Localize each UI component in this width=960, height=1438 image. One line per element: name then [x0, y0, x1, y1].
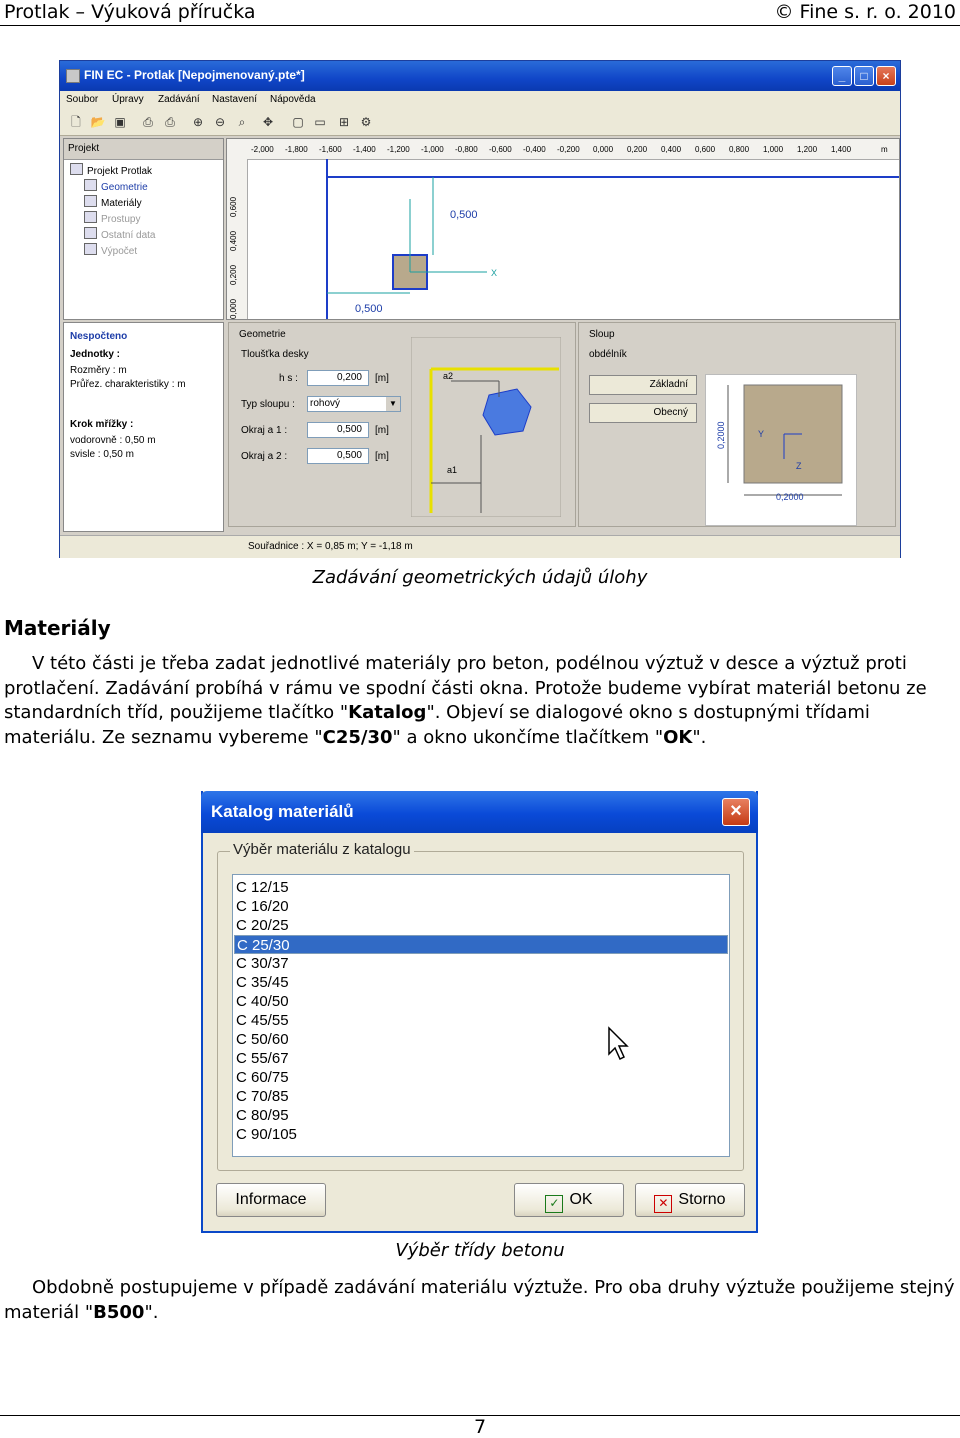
general-shape-label: Obecný [653, 407, 688, 418]
app-statusbar [60, 535, 900, 558]
mouse-cursor-icon [607, 1026, 629, 1062]
katalog-term: Katalog [348, 702, 427, 723]
ruler-x-tick: 0,400 [661, 145, 682, 154]
app-icon [66, 69, 80, 83]
ruler-x-tick: 1,000 [763, 145, 784, 154]
column-preview [705, 374, 857, 526]
ruler-x-tick: -1,800 [285, 145, 308, 154]
para-text: " a okno ukončíme tlačítkem " [392, 726, 664, 748]
zoom-out-icon[interactable]: ⊖ [214, 115, 226, 129]
catalog-dialog [201, 791, 758, 1233]
list-item[interactable]: C 30/37 [236, 955, 289, 972]
ok-button[interactable] [514, 1183, 624, 1217]
header-rule [0, 25, 960, 26]
ruler-x-tick: 0,800 [729, 145, 750, 154]
save-icon[interactable]: ▣ [114, 115, 126, 129]
para-text: ". Objeví se dialogové okno s dostupnými třídami materiálu. Ze seznamu vybereme " [4, 702, 870, 748]
ruler-x-tick: 1,200 [797, 145, 818, 154]
basic-shape-button[interactable] [589, 375, 697, 395]
a2-label: Okraj a 2 : [241, 451, 288, 462]
column-section-sketch [706, 375, 856, 525]
check-icon: ✓ [545, 1195, 563, 1213]
ruler-x-tick: -0,800 [455, 145, 478, 154]
general-shape-button[interactable] [589, 403, 697, 423]
ruler-horizontal [227, 139, 899, 160]
ruler-x-tick: -0,200 [557, 145, 580, 154]
grid-vertical: svisle : 0,50 m [70, 449, 134, 460]
hs-input[interactable]: 0,200 [307, 370, 369, 386]
a2-unit: [m] [375, 451, 389, 462]
list-item[interactable]: C 60/75 [236, 1069, 289, 1086]
axis-x-label: X [491, 268, 498, 278]
geometry-title: Geometrie [239, 329, 286, 340]
ok-term: OK [663, 726, 693, 748]
print-preview-icon[interactable]: ⎙ [165, 115, 175, 129]
structure-drawing [247, 159, 899, 319]
page-number: 7 [473, 1416, 487, 1438]
materials-icon [84, 195, 97, 207]
ruler-y-tick: 0,000 [229, 298, 238, 319]
project-icon [70, 163, 83, 175]
ruler-y-tick: 0,400 [229, 230, 238, 251]
calculation-icon [84, 243, 97, 255]
print-icon[interactable]: ⎙ [143, 115, 153, 129]
app-toolbar [60, 109, 900, 136]
ruler-y-tick: 0,600 [229, 196, 238, 217]
menu-napoveda[interactable]: Nápověda [270, 94, 316, 105]
header-copyright: © Fine s. r. o. 2010 [774, 1, 956, 23]
catalog-group [217, 841, 744, 1171]
para-text: ". [692, 726, 707, 748]
ruler-x-tick: 0,600 [695, 145, 716, 154]
app-title: FIN EC - Protlak [Nepojmenovaný.pte*] [84, 68, 305, 82]
app-menubar [60, 91, 900, 109]
tree-item-ostatni-data[interactable] [84, 227, 155, 241]
figure-caption-catalog: Výběr třídy betonu [395, 1240, 565, 1261]
zoom-all-icon[interactable]: ⊞ [338, 115, 350, 129]
a1-input[interactable]: 0,500 [307, 422, 369, 438]
other-data-icon [84, 227, 97, 239]
paragraph-reinforcement [4, 1276, 956, 1325]
list-item[interactable]: C 90/105 [236, 1126, 297, 1143]
ruler-x-tick: 1,400 [831, 145, 852, 154]
tree-item-materialy[interactable] [84, 195, 142, 209]
tree-item-project[interactable] [70, 163, 152, 177]
units-characteristics: Průřez. charakteristiky : m [70, 379, 186, 390]
chevron-down-icon[interactable]: ▼ [386, 397, 400, 411]
dim-top-label: 0,500 [450, 209, 478, 221]
list-item[interactable]: C 12/15 [236, 879, 289, 896]
project-header-label: Projekt [68, 143, 100, 154]
app-titlebar [60, 61, 900, 91]
geometry-icon [84, 179, 97, 191]
para-text: ". [144, 1301, 159, 1323]
units-dimensions: Rozměry : m [70, 365, 127, 376]
list-item[interactable]: C 40/50 [236, 993, 289, 1010]
a1-label: Okraj a 1 : [241, 425, 288, 436]
menu-upravy[interactable]: Úpravy [112, 94, 144, 105]
list-item[interactable]: C 55/67 [236, 1050, 289, 1067]
ruler-vertical [227, 159, 248, 319]
thickness-label: Tloušťka desky [241, 349, 309, 360]
dialog-title: Katalog materiálů [211, 802, 354, 821]
close-icon[interactable]: × [876, 66, 896, 86]
header-title: Protlak – Výuková příručka [4, 1, 256, 23]
axis-y-label: Y [758, 429, 765, 439]
grid-title: Krok mřížky : [70, 419, 134, 430]
figure-caption-geometry: Zadávání geometrických údajů úlohy [312, 567, 648, 588]
list-item[interactable]: C 20/25 [236, 917, 289, 934]
fit-icon[interactable]: ▭ [314, 115, 326, 129]
tree-label: Geometrie [101, 182, 148, 193]
project-pane-header [64, 139, 223, 160]
geometry-frame [228, 322, 576, 527]
units-title: Jednotky : [70, 349, 121, 360]
drawing-canvas[interactable] [226, 138, 900, 320]
cancel-button[interactable] [635, 1183, 745, 1217]
corner-column-sketch [411, 337, 561, 517]
pan-icon[interactable]: ✥ [262, 115, 274, 129]
section-heading-materialy: Materiály [4, 616, 111, 640]
list-item[interactable]: C 70/85 [236, 1088, 289, 1105]
list-item[interactable]: C 45/55 [236, 1012, 289, 1029]
material-list[interactable] [232, 874, 730, 1157]
list-item[interactable]: C 80/95 [236, 1107, 289, 1124]
grid-horizontal: vodorovně : 0,50 m [70, 435, 156, 446]
tree-label: Ostatní data [101, 230, 156, 241]
menu-nastaveni[interactable]: Nastavení [212, 94, 258, 105]
status-label: Nespočteno [70, 331, 128, 342]
tree-label: Projekt Protlak [87, 166, 153, 177]
list-item[interactable]: C 16/20 [236, 898, 289, 915]
type-label: Typ sloupu : [241, 399, 295, 410]
hs-label: h s : [279, 373, 298, 384]
ruler-x-tick: -1,400 [353, 145, 376, 154]
coordinates-readout: Souřadnice : X = 0,85 m; Y = -1,18 m [248, 541, 413, 552]
axis-z-label: Z [796, 461, 802, 471]
app-window-screenshot [59, 60, 901, 558]
info-button[interactable] [216, 1183, 326, 1217]
basic-shape-label: Základní [649, 379, 688, 390]
ruler-x-tick: -2,000 [251, 145, 274, 154]
para-text: Obdobně postupujeme v případě zadávání materiálu výztuže. Pro oba druhy výztuže použijeme stejný materiál " [4, 1277, 955, 1323]
b500-term: B500 [93, 1301, 145, 1323]
ruler-x-tick: -1,000 [421, 145, 444, 154]
ruler-y-tick: 0,200 [229, 264, 238, 285]
list-item[interactable]: C 35/45 [236, 974, 289, 991]
dim-horizontal-label: 0,2000 [776, 492, 804, 502]
ruler-x-tick: -0,600 [489, 145, 512, 154]
tree-item-prostupy[interactable] [84, 211, 140, 225]
ruler-unit: m [881, 145, 888, 154]
tree-label: Materiály [101, 198, 142, 209]
a1-unit: [m] [375, 425, 389, 436]
c25-term: C25/30 [322, 726, 393, 748]
a1-sketch-label: a1 [447, 465, 458, 475]
a2-input[interactable]: 0,500 [307, 448, 369, 464]
cancel-icon: ✕ [654, 1195, 672, 1213]
view-icon[interactable]: ▢ [292, 115, 304, 129]
hs-unit: [m] [375, 373, 389, 384]
minimize-icon[interactable]: _ [832, 66, 852, 86]
close-icon[interactable]: × [722, 798, 750, 826]
column-type-select[interactable] [307, 396, 401, 412]
cancel-button-label: Storno [678, 1191, 726, 1208]
info-button-label: Informace [235, 1191, 307, 1208]
ruler-x-tick: -1,600 [319, 145, 342, 154]
maximize-icon[interactable]: □ [854, 66, 874, 86]
ruler-x-tick: -0,400 [523, 145, 546, 154]
column-shape-label: obdélník [589, 349, 627, 360]
dialog-titlebar [201, 791, 758, 833]
tree-label: Prostupy [101, 214, 141, 225]
menu-soubor[interactable]: Soubor [66, 94, 99, 105]
tree-item-vypocet[interactable] [84, 243, 137, 257]
ruler-x-tick: 0,000 [593, 145, 614, 154]
dim-bottom-label: 0,500 [355, 303, 383, 315]
list-item-selected[interactable]: C 25/30 [234, 935, 728, 954]
ruler-x-tick: 0,200 [627, 145, 648, 154]
column-type-value: rohový [310, 398, 341, 409]
para-text: V této části je třeba zadat jednotlivé materiály pro beton, podélnou výztuž v desce a výztuž proti protlačení. Zadávání probíhá v rámu ve spodní části okna. Protože budeme vybírat materiál betonu ze standardních tříd, použijeme tlačítko " [4, 653, 927, 723]
openings-icon [84, 211, 97, 223]
info-pane [63, 322, 224, 532]
zoom-in-icon[interactable]: ⊕ [192, 115, 204, 129]
tree-item-geometrie[interactable] [84, 179, 148, 193]
ruler-x-tick: -1,200 [387, 145, 410, 154]
a2-sketch-label: a2 [443, 371, 454, 381]
ok-button-label: OK [569, 1191, 593, 1208]
settings-icon[interactable]: ⚙ [360, 115, 372, 129]
open-file-icon[interactable]: 📂 [90, 115, 106, 129]
paragraph-materials [4, 652, 956, 750]
column-title: Sloup [589, 329, 615, 340]
zoom-window-icon[interactable]: ⌕ [238, 115, 246, 129]
project-pane [63, 138, 224, 320]
list-item[interactable]: C 50/60 [236, 1031, 289, 1048]
new-file-icon[interactable]: 🗋 [71, 115, 81, 129]
dim-vertical-label: 0,2000 [716, 421, 726, 449]
tree-label: Výpočet [101, 246, 138, 257]
catalog-group-title: Výběr materiálu z katalogu [230, 841, 414, 858]
menu-zadavani[interactable]: Zadávání [158, 94, 200, 105]
